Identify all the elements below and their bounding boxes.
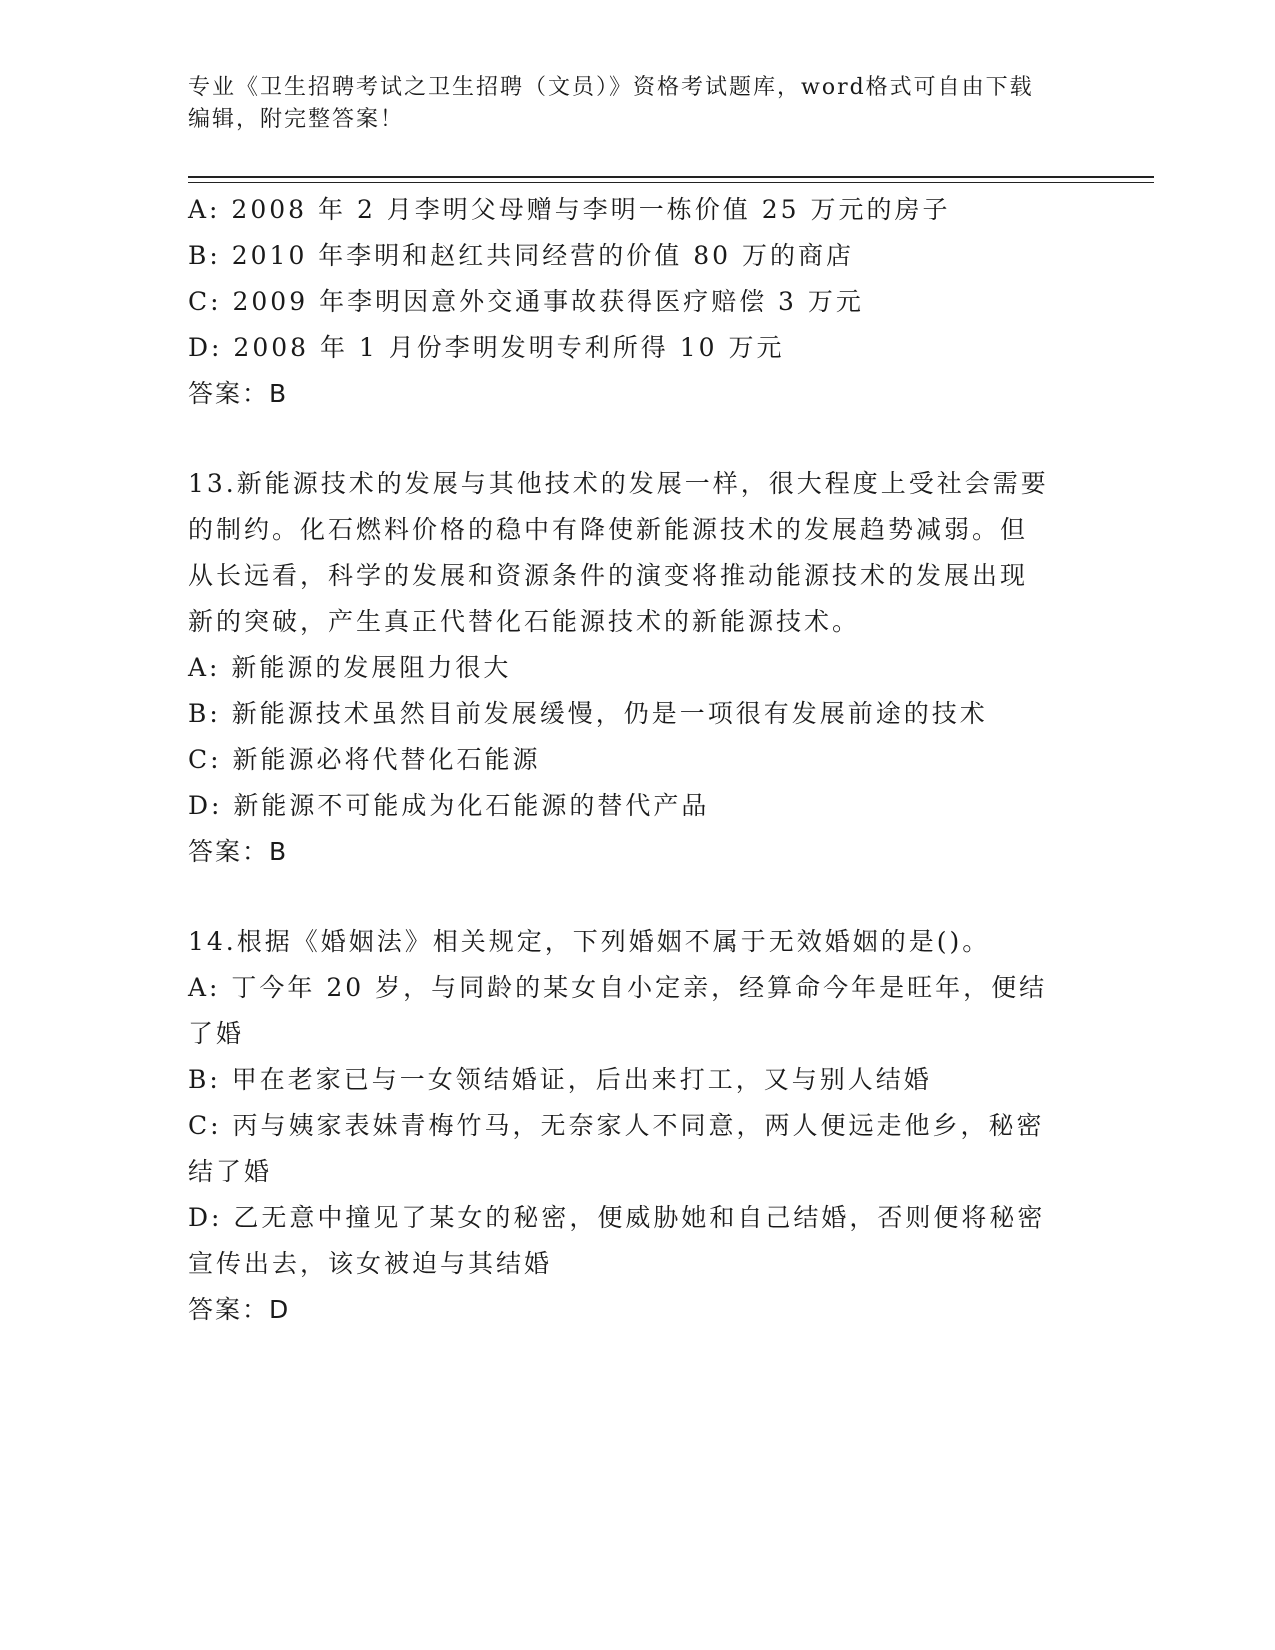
q14-option-b: B: 甲在老家已与一女领结婚证，后出来打工，又与别人结婚 bbox=[188, 1065, 932, 1094]
q14-option-a-line-1: A: 丁今年 20 岁，与同龄的某女自小定亲，经算命今年是旺年，便结 bbox=[188, 973, 1048, 1002]
q14-option-d-line-2: 宣传出去，该女被迫与其结婚 bbox=[188, 1249, 553, 1278]
q13-stem-line-3: 从长远看，科学的发展和资源条件的演变将推动能源技术的发展出现 bbox=[188, 561, 1029, 590]
q13-stem-line-2: 的制约。化石燃料价格的稳中有降使新能源技术的发展趋势减弱。但 bbox=[188, 515, 1029, 544]
question-spacer bbox=[188, 875, 1078, 919]
question-content bbox=[188, 187, 1078, 1333]
question-13-block bbox=[188, 461, 1078, 875]
q13-option-a: A: 新能源的发展阻力很大 bbox=[188, 653, 512, 682]
q14-option-a-line-2: 了婚 bbox=[188, 1019, 245, 1048]
header-line-1: 专业《卫生招聘考试之卫生招聘（文员）》资格考试题库，word格式可自由下载 bbox=[188, 75, 1034, 100]
q13-option-c: C: 新能源必将代替化石能源 bbox=[188, 745, 541, 774]
q12-answer: 答案：B bbox=[188, 379, 289, 408]
q14-option-d-line-1: D: 乙无意中撞见了某女的秘密，便威胁她和自己结婚，否则便将秘密 bbox=[188, 1203, 1046, 1232]
q12-option-a: A: 2008 年 2 月李明父母赠与李明一栋价值 25 万元的房子 bbox=[188, 195, 951, 224]
q14-option-c-line-1: C: 丙与姨家表妹青梅竹马，无奈家人不同意，两人便远走他乡，秘密 bbox=[188, 1111, 1045, 1140]
document-header bbox=[188, 72, 1068, 136]
header-divider-thin bbox=[188, 182, 1154, 183]
q12-option-b: B: 2010 年李明和赵红共同经营的价值 80 万的商店 bbox=[188, 241, 855, 270]
q14-answer: 答案：D bbox=[188, 1295, 291, 1324]
q13-option-b: B: 新能源技术虽然目前发展缓慢，仍是一项很有发展前途的技术 bbox=[188, 699, 988, 728]
q14-option-c-line-2: 结了婚 bbox=[188, 1157, 273, 1186]
question-spacer bbox=[188, 417, 1078, 461]
q13-stem-line-4: 新的突破，产生真正代替化石能源技术的新能源技术。 bbox=[188, 607, 861, 636]
question-12-block bbox=[188, 187, 1078, 417]
q12-option-d: D: 2008 年 1 月份李明发明专利所得 10 万元 bbox=[188, 333, 785, 362]
q14-stem: 14.根据《婚姻法》相关规定，下列婚姻不属于无效婚姻的是()。 bbox=[188, 927, 991, 956]
q12-option-c: C: 2009 年李明因意外交通事故获得医疗赔偿 3 万元 bbox=[188, 287, 864, 316]
question-14-block bbox=[188, 919, 1078, 1333]
header-divider-thick bbox=[188, 176, 1154, 178]
q13-answer: 答案：B bbox=[188, 837, 289, 866]
header-line-2: 编辑，附完整答案！ bbox=[188, 107, 405, 132]
q13-stem-line-1: 13.新能源技术的发展与其他技术的发展一样，很大程度上受社会需要 bbox=[188, 469, 1049, 498]
q13-option-d: D: 新能源不可能成为化石能源的替代产品 bbox=[188, 791, 710, 820]
